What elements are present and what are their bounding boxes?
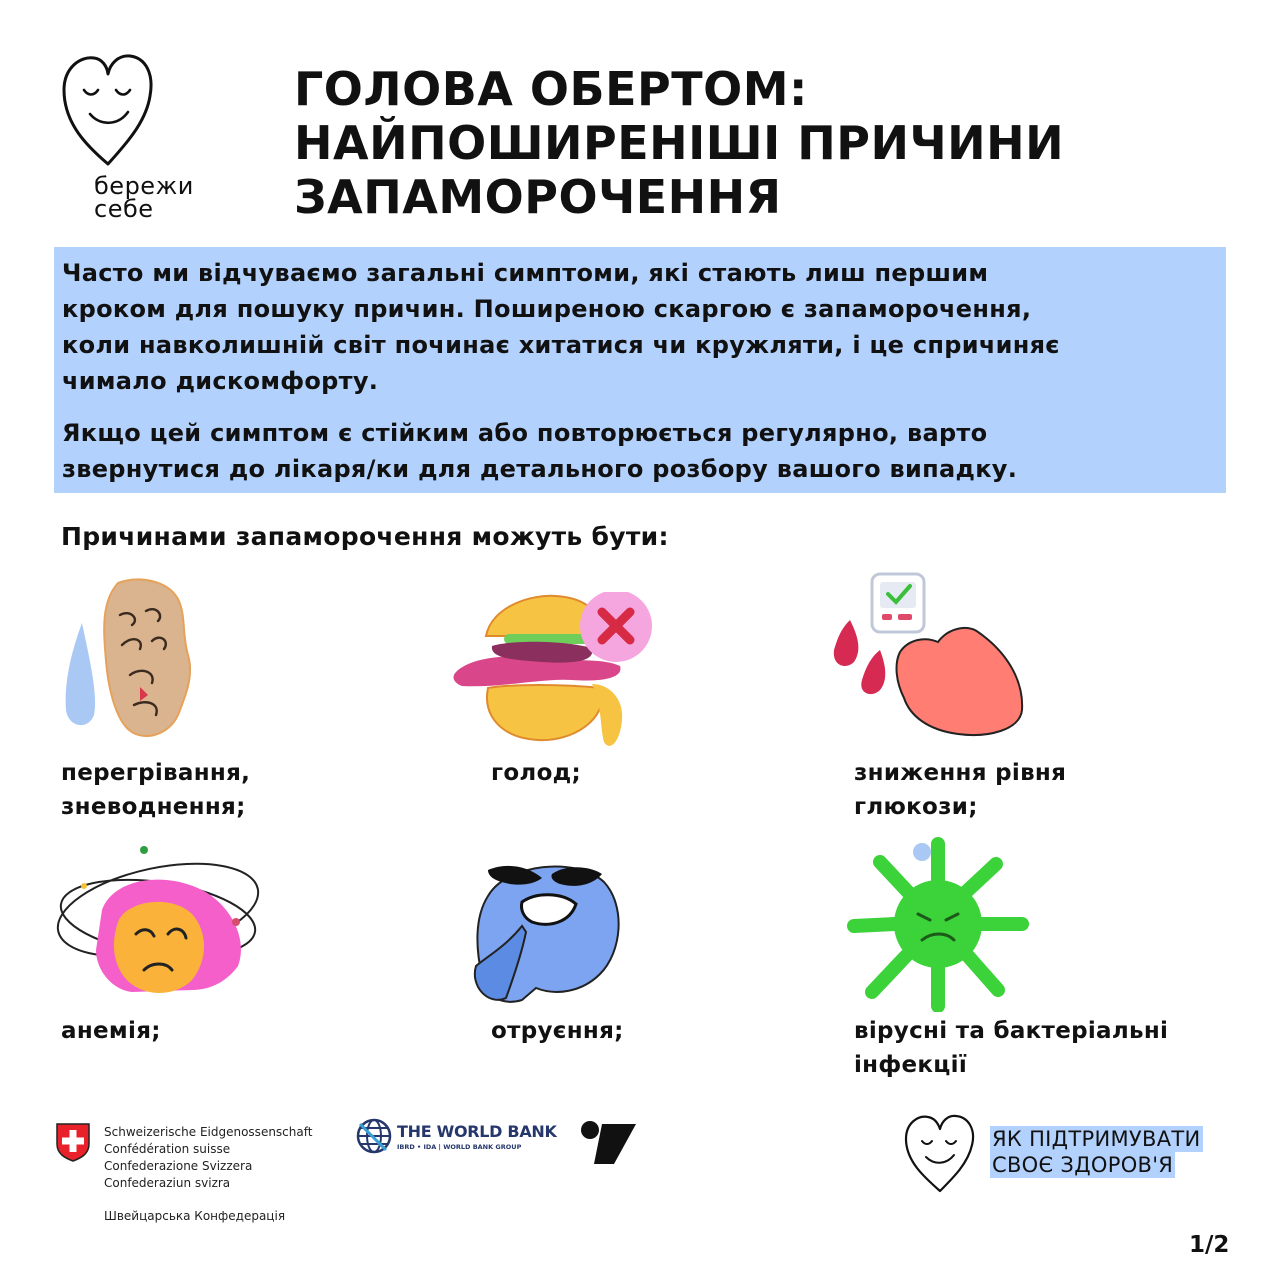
cause-label-line: голод;	[491, 760, 582, 786]
page-number: 1/2	[1189, 1232, 1230, 1258]
world-bank-name: THE WORLD BANK	[397, 1122, 557, 1141]
brand-logo-line: себе	[94, 195, 154, 223]
heart-logo-icon	[58, 52, 158, 172]
intro-line: Часто ми відчуваємо загальні симптоми, які стають лиш першим	[62, 259, 989, 287]
page-title	[294, 62, 1194, 224]
brand-logo-text	[94, 172, 194, 223]
swiss-name-line: Schweizerische Eidgenossenschaft	[104, 1125, 313, 1139]
intro-line: звернутися до лікаря/ки для детального розбору вашого випадку.	[62, 455, 1018, 483]
footer-cta-text	[990, 1126, 1203, 1178]
swiss-name-line: Confederaziun svizra	[104, 1176, 231, 1190]
title-line: ГОЛОВА ОБЕРТОМ:	[294, 62, 808, 116]
intro-line: коли навколишній світ починає хитатися чи кружляти, і це спричиняє	[62, 331, 1060, 359]
cause-label-line: анемія;	[61, 1018, 161, 1044]
cause-label-line: інфекції	[854, 1052, 968, 1078]
intro-line: кроком для пошуку причин. Поширеною скаргою є запаморочення,	[62, 295, 1032, 323]
swiss-name-line: Confédération suisse	[104, 1142, 231, 1156]
cause-label-hunger	[491, 756, 821, 790]
title-line: НАЙПОШИРЕНІШІ ПРИЧИНИ	[294, 116, 1065, 170]
cause-label-poisoning	[491, 1014, 821, 1048]
glucose-meter-hand-icon	[828, 570, 1028, 740]
swiss-confederation-names	[104, 1124, 312, 1192]
title-line: ЗАПАМОРОЧЕННЯ	[294, 170, 782, 224]
dizzy-face-icon	[52, 840, 264, 1000]
heart-logo-icon	[902, 1113, 978, 1195]
burger-icon	[452, 592, 662, 752]
virus-icon	[846, 836, 1032, 1012]
swiss-flag-icon	[55, 1122, 91, 1162]
footer-cta-line: ЯК ПІДТРИМУВАТИ	[992, 1127, 1201, 1151]
intro-highlight-box	[54, 247, 1226, 493]
cause-label-line: вірусні та бактеріальні	[854, 1018, 1169, 1044]
intro-line: чимало дискомфорту.	[62, 367, 379, 395]
intro-paragraph-2	[62, 415, 1218, 487]
brand-logo-line: бережи	[94, 172, 194, 200]
cause-label-line: зниження рівня	[854, 760, 1067, 786]
cause-label-anemia	[61, 1014, 391, 1048]
cause-label-line: отруєння;	[491, 1018, 624, 1044]
cause-label-low-glucose	[854, 756, 1184, 824]
intro-line: Якщо цей симптом є стійким або повторюється регулярно, варто	[62, 419, 988, 447]
footer-cta-line: СВОЄ ЗДОРОВ'Я	[992, 1153, 1174, 1177]
cause-label-overheating	[61, 756, 391, 824]
sweating-face-icon	[60, 575, 200, 745]
world-bank-subtitle: IBRD • IDA | WORLD BANK GROUP	[397, 1143, 522, 1151]
world-bank-globe-icon	[356, 1118, 392, 1154]
causes-heading: Причинами запаморочення можуть бути:	[61, 522, 669, 551]
cause-label-line: перегрівання,	[61, 760, 251, 786]
intro-paragraph-1	[62, 255, 1218, 399]
v-brand-logo-icon	[580, 1120, 638, 1168]
swiss-name-line: Confederazione Svizzera	[104, 1159, 253, 1173]
swiss-confederation-ukrainian: Швейцарська Конфедерація	[104, 1209, 286, 1223]
sick-face-icon	[466, 856, 626, 1008]
cause-label-line: глюкози;	[854, 794, 978, 820]
cause-label-infections	[854, 1014, 1184, 1082]
cause-label-line: зневоднення;	[61, 794, 246, 820]
